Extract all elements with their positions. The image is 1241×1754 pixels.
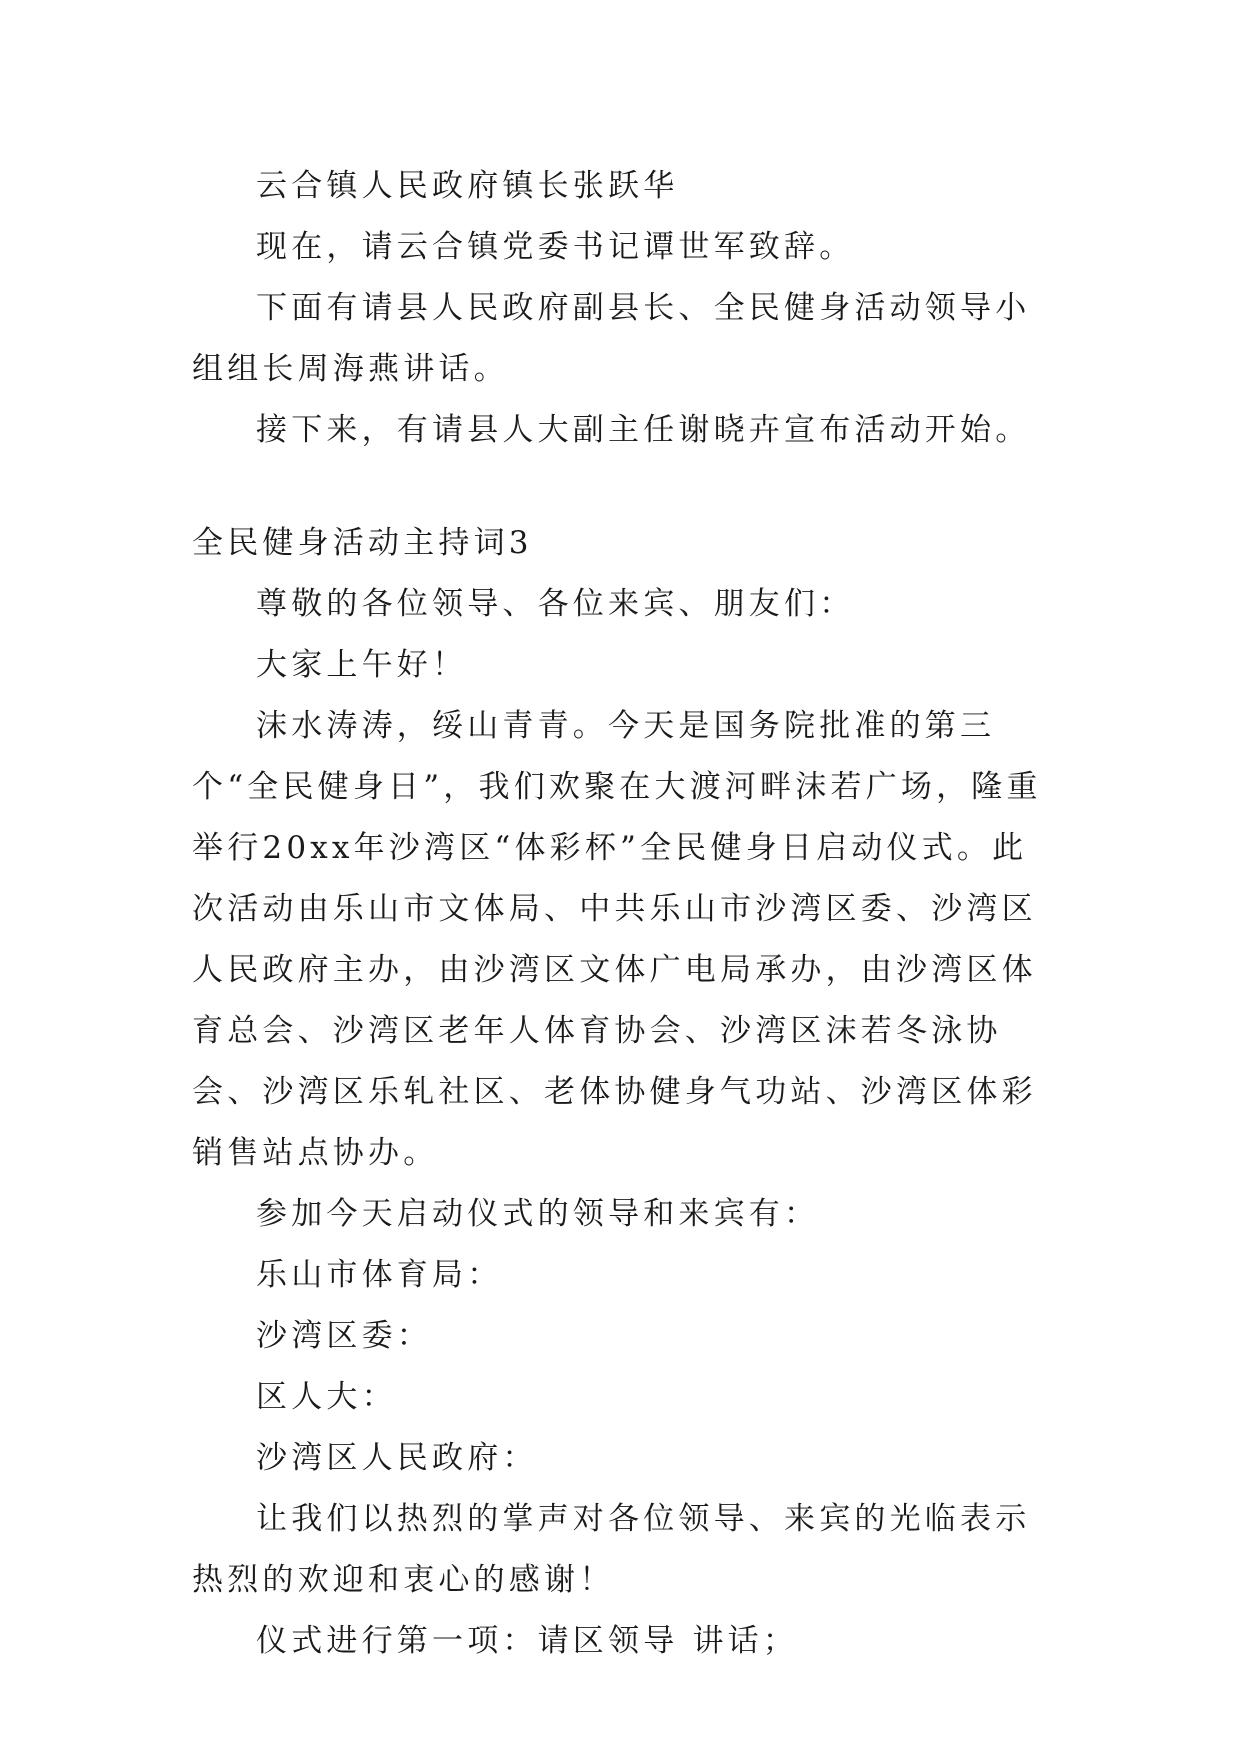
paragraph-guest-district-committee: 沙湾区委：	[256, 1318, 432, 1354]
paragraph-guests-intro: 参加今天启动仪式的领导和来宾有：	[256, 1196, 820, 1232]
top-section	[192, 156, 1052, 461]
paragraph-guest-district-congress: 区人大：	[256, 1379, 397, 1415]
paragraph-ceremony-item-1: 仪式进行第一项：请区领导 讲话；	[256, 1623, 799, 1659]
paragraph-invite-speech: 下面有请县人民政府副县长、全民健身活动领导小组组长周海燕讲话。	[192, 290, 1031, 387]
paragraph-announce-start: 接下来，有请县人大副主任谢晓卉宣布活动开始。	[256, 412, 1031, 448]
section-3	[192, 513, 1052, 1672]
paragraph-intro: 沫水涛涛，绥山青青。今天是国务院批准的第三个“全民健身日”，我们欢聚在大渡河畔沫若广场，隆重举行20xx年沙湾区“体彩杯”全民健身日启动仪式。此次活动由乐山市文体局、中共乐山市沙湾区委、沙湾区人民政府主办，由沙湾区文体广电局承办，由沙湾区体育总会、沙湾区老年人体育协会、沙湾区沫若冬泳协会、沙湾区乐轧社区、老体协健身气功站、沙湾区体彩销售站点协办。	[192, 708, 1042, 1171]
paragraph-good-morning: 大家上午好！	[256, 647, 468, 683]
paragraph-guest-district-government: 沙湾区人民政府：	[256, 1440, 538, 1476]
paragraph-guest-leshan: 乐山市体育局：	[256, 1257, 503, 1293]
paragraph-invite-address: 现在，请云合镇党委书记谭世军致辞。	[256, 229, 855, 265]
paragraph-applause: 让我们以热烈的掌声对各位领导、来宾的光临表示热烈的欢迎和衷心的感谢！	[192, 1501, 1031, 1598]
section-heading: 全民健身活动主持词3	[192, 525, 533, 561]
paragraph-greeting: 尊敬的各位领导、各位来宾、朋友们：	[256, 586, 855, 622]
paragraph-signature: 云合镇人民政府镇长张跃华	[256, 168, 679, 204]
